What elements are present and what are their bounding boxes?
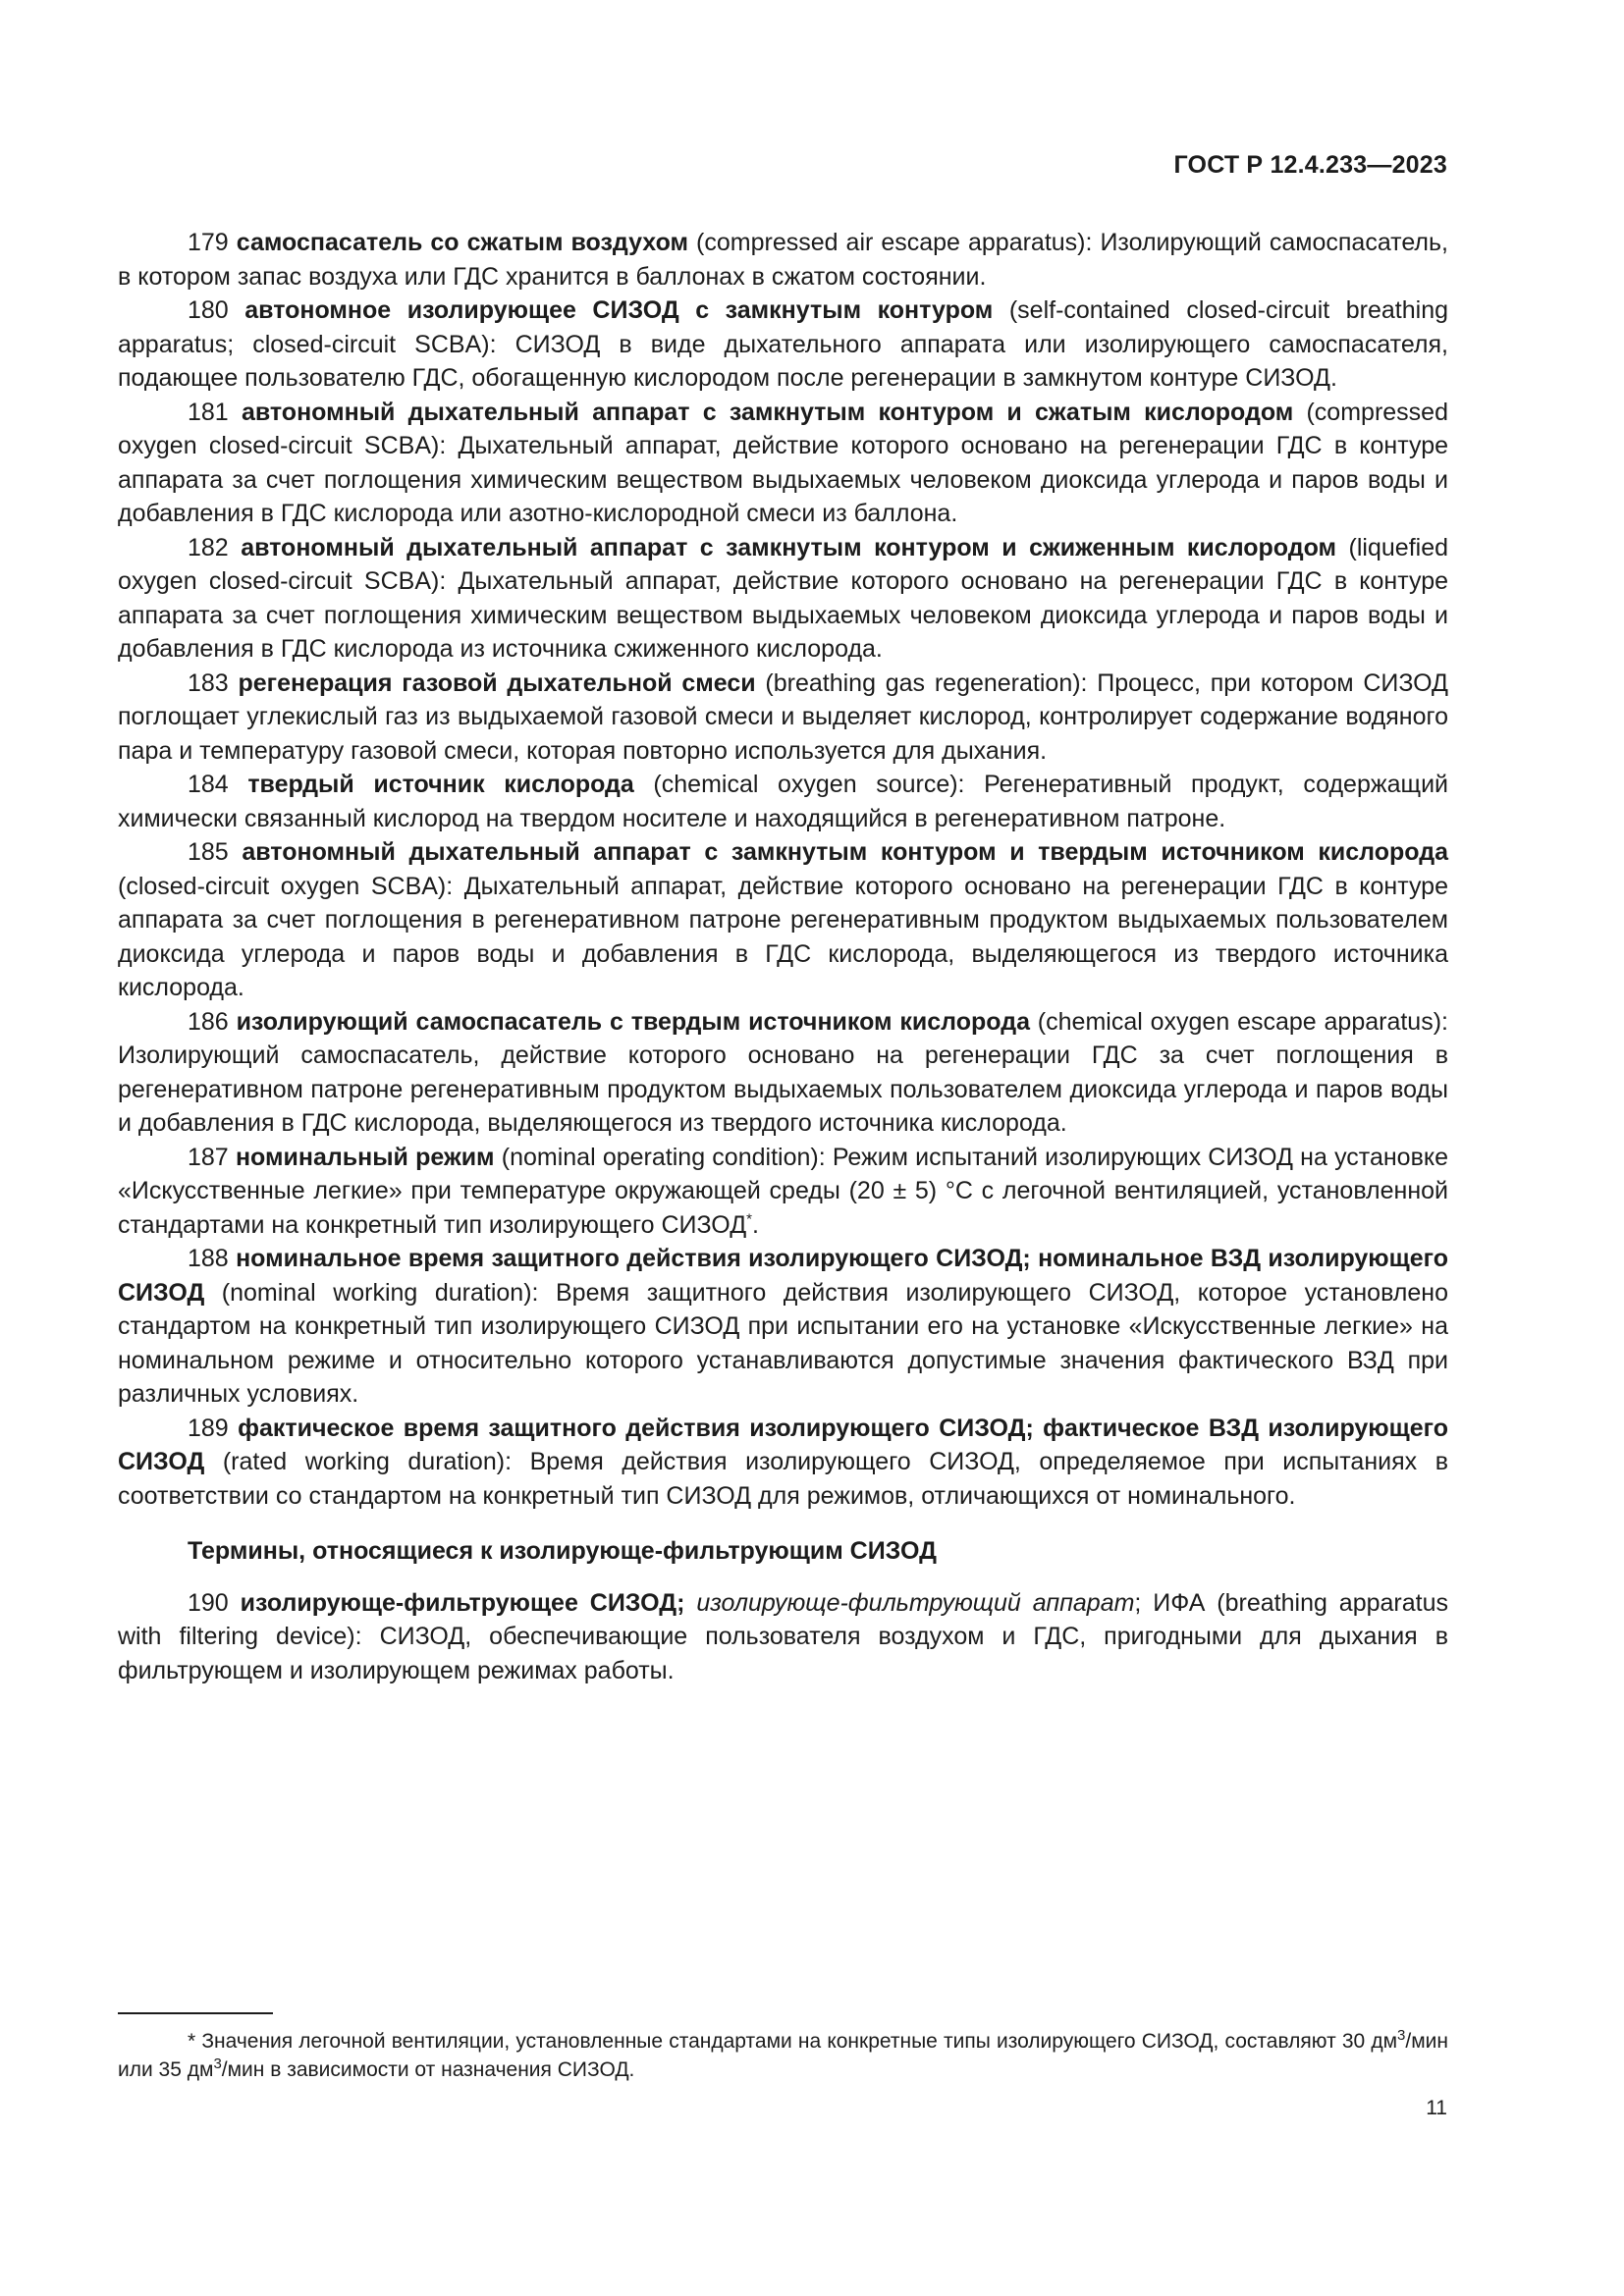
definition: (breathing gas regeneration): Процесс, при котором СИЗОД поглощает углекислый газ из выдыхаемой газовой смеси и выделяет кислород, контролирует содержание водяного пара и температуру газовой смеси, которая повторно используется для дыхания. — [118, 668, 1448, 765]
term-entry-184 — [118, 768, 1448, 835]
term: автономный дыхательный аппарат с замкнутым контуром и твердым источником кислорода — [242, 838, 1448, 866]
term-entry-188 — [118, 1242, 1448, 1412]
term-entry-186 — [118, 1005, 1448, 1141]
definition: (rated working duration): Время действия изолирующего СИЗОД, определяемое при испытаниях в соответствии со стандартом на конкретный тип СИЗОД для режимов, отличающихся от номинального. — [118, 1448, 1448, 1510]
entry-number: 190 — [188, 1588, 229, 1617]
term: изолирующий самоспасатель с твердым источником кислорода — [236, 1007, 1030, 1036]
entry-number: 183 — [188, 668, 229, 697]
entry-number: 179 — [188, 229, 229, 256]
definition: (closed-circuit oxygen SCBA): Дыхательный аппарат, действие которого основано на регенерации ГДС в контуре аппарата за счет поглощения в регенеративном патроне регенеративным продуктом выдыхаемых пользователем диоксида углерода и паров воды и добавления в ГДС кислорода, выделяющегося из твердого источника кислорода. — [118, 872, 1448, 1001]
main-content — [118, 226, 1448, 1687]
term: изолирующе-фильтрующее СИЗОД; — [240, 1588, 685, 1617]
definition: (compressed air escape apparatus): Изолирующий самоспасатель, в котором запас воздуха или ГДС хранится в баллонах в сжатом состоянии. — [118, 229, 1448, 291]
entry-number: 188 — [188, 1245, 229, 1272]
standard-code-header: ГОСТ Р 12.4.233—2023 — [1173, 151, 1447, 179]
footnote-mark: * — [188, 2030, 196, 2053]
definition: (nominal operating condition): Режим испытаний изолирующих СИЗОД на установке «Искусственные легкие» при температуре окружающей среды (20 ± 5) °С с легочной вентиляцией, установленной стандартами на конкретный тип изолирующего СИЗОД — [118, 1143, 1448, 1239]
definition-tail: . — [751, 1210, 759, 1239]
definition: (chemical oxygen source): Регенеративный продукт, содержащий химически связанный кислород на твердом носителе и находящийся в регенеративном патроне. — [118, 771, 1448, 832]
term-entry-185 — [118, 835, 1448, 1005]
term: фактическое время защитного действия изолирующего СИЗОД; фактическое ВЗД изолирующего СИЗОД — [118, 1414, 1449, 1475]
superscript: 3 — [1397, 2027, 1406, 2044]
footnote-divider — [118, 2012, 273, 2014]
entry-number: 181 — [188, 398, 229, 426]
page-number: 11 — [1426, 2097, 1447, 2119]
footnote — [118, 2027, 1448, 2084]
definition: (self-contained closed-circuit breathing apparatus; closed-circuit SCBA): СИЗОД в виде дыхательного аппарата или изолирующего самоспасателя, подающее пользователю ГДС, обогащенную кислородом после регенерации в замкнутом контуре СИЗОД. — [118, 296, 1449, 392]
footnote-text: /мин в зависимости от назначения СИЗОД. — [221, 2058, 635, 2081]
entry-number: 185 — [188, 838, 229, 866]
definition: (chemical oxygen escape apparatus): Изолирующий самоспасатель, действие которого основано на регенерации ГДС за счет поглощения в регенеративном патроне регенеративным продуктом выдыхаемых пользователем диоксида углерода и паров воды и добавления в ГДС кислорода, выделяющегося из твердого источника кислорода. — [118, 1007, 1448, 1137]
superscript: 3 — [213, 2056, 222, 2072]
term: автономный дыхательный аппарат с замкнутым контуром и сжиженным кислородом — [241, 533, 1337, 561]
section-heading: Термины, относящиеся к изолирующе-фильтрующим СИЗОД — [188, 1537, 937, 1565]
term-entry-180 — [118, 294, 1448, 396]
term: самоспасатель со сжатым воздухом — [236, 229, 689, 256]
definition: (nominal working duration): Время защитного действия изолирующего СИЗОД, которое установлено стандартом на конкретный тип изолирующего СИЗОД при испытании его на установке «Искусственные легкие» на номинальном режиме и относительно которого устанавливаются допустимые значения фактического ВЗД при различных условиях. — [118, 1278, 1448, 1408]
term-entry-183 — [118, 667, 1448, 769]
definition: (liquefied oxygen closed-circuit SCBA): Дыхательный аппарат, действие которого основано на регенерации ГДС в контуре аппарата за счет поглощения химическим веществом выдыхаемых человеком диоксида углерода и паров воды и добавления в ГДС кислорода из источника сжиженного кислорода. — [118, 533, 1448, 663]
term-entry-181 — [118, 396, 1448, 531]
entry-number: 182 — [188, 533, 229, 561]
footnote-text: Значения легочной вентиляции, установленные стандартами на конкретные типы изолирующего СИЗОД, составляют 30 дм — [195, 2030, 1398, 2053]
term-entry-182 — [118, 531, 1448, 667]
synonym-term: изолирующе-фильтрующий аппарат — [696, 1588, 1135, 1617]
term: автономное изолирующее СИЗОД с замкнутым контуром — [244, 296, 994, 324]
term: номинальный режим — [235, 1143, 495, 1171]
footnote-text: /мин или 35 дм — [118, 2030, 1448, 2081]
definition: (compressed oxygen closed-circuit SCBA): Дыхательный аппарат, действие которого основано на регенерации ГДС в контуре аппарата за счет поглощения химическим веществом выдыхаемых человеком диоксида углерода и паров воды и добавления в ГДС кислорода или азотно-кислородной смеси из баллона. — [118, 398, 1448, 527]
term-entry-190 — [118, 1586, 1448, 1688]
footnote-reference[interactable]: * — [746, 1210, 752, 1228]
term: твердый источник кислорода — [247, 771, 634, 798]
term-entry-187 — [118, 1141, 1448, 1243]
entry-number: 189 — [188, 1414, 229, 1442]
term-entry-179 — [118, 226, 1448, 294]
entry-number: 187 — [188, 1143, 229, 1171]
entry-number: 180 — [188, 296, 229, 324]
term: регенерация газовой дыхательной смеси — [238, 668, 756, 697]
term-entry-189 — [118, 1412, 1448, 1514]
term: номинальное время защитного действия изолирующего СИЗОД; номинальное ВЗД изолирующего СИЗОД — [118, 1245, 1448, 1307]
entry-number: 184 — [188, 771, 229, 798]
term: автономный дыхательный аппарат с замкнутым контуром и сжатым кислородом — [241, 398, 1294, 426]
definition: ; ИФА (breathing apparatus with filtering device): СИЗОД, обеспечивающие пользователя воздухом и ГДС, пригодными для дыхания в фильтрующем и изолирующем режимах работы. — [118, 1588, 1448, 1684]
entry-number: 186 — [188, 1007, 229, 1036]
